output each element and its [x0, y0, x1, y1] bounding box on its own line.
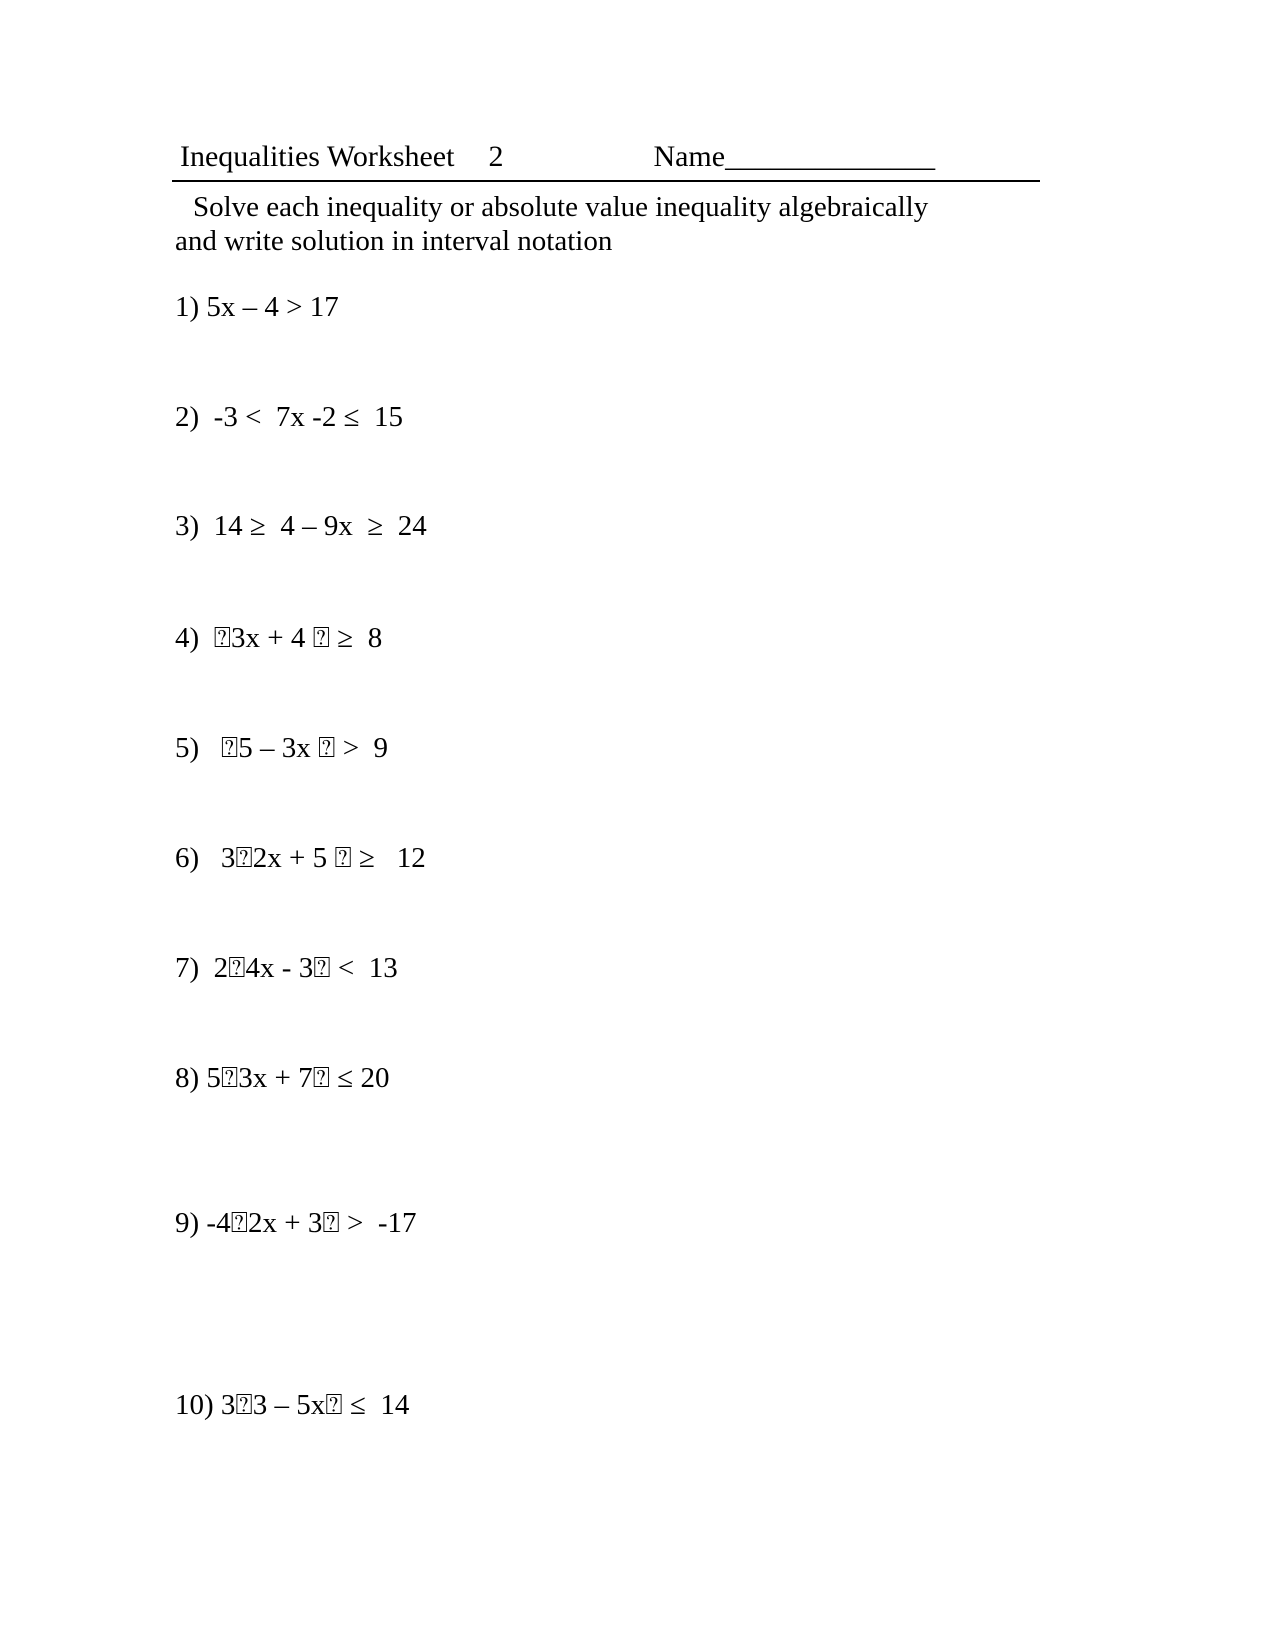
problem-item: 7) 2⍰4x - 3⍰ < 13	[175, 952, 398, 984]
worksheet-number: 2	[488, 140, 504, 173]
instructions-line-1: Solve each inequality or absolute value inequality algebraically	[193, 191, 929, 223]
problem-item: 10) 3⍰3 – 5x⍰ ≤ 14	[175, 1389, 410, 1421]
page-title: Inequalities Worksheet	[180, 140, 455, 173]
worksheet-header	[180, 140, 1040, 174]
name-field-label: Name______________	[653, 140, 936, 173]
problem-item: 6) 3⍰2x + 5 ⍰ ≥ 12	[175, 842, 426, 874]
problem-item: 4) ⍰3x + 4 ⍰ ≥ 8	[175, 622, 383, 654]
header-divider	[172, 180, 1040, 182]
problem-item: 2) -3 < 7x -2 ≤ 15	[175, 401, 403, 433]
problem-item: 1) 5x – 4 > 17	[175, 291, 339, 323]
problem-item: 9) -4⍰2x + 3⍰ > -17	[175, 1207, 417, 1239]
problem-item: 3) 14 ≥ 4 – 9x ≥ 24	[175, 510, 427, 542]
instructions	[175, 190, 1035, 258]
problem-item: 8) 5⍰3x + 7⍰ ≤ 20	[175, 1062, 390, 1094]
instructions-line-2: and write solution in interval notation	[175, 225, 613, 258]
problem-item: 5) ⍰5 – 3x ⍰ > 9	[175, 732, 389, 764]
